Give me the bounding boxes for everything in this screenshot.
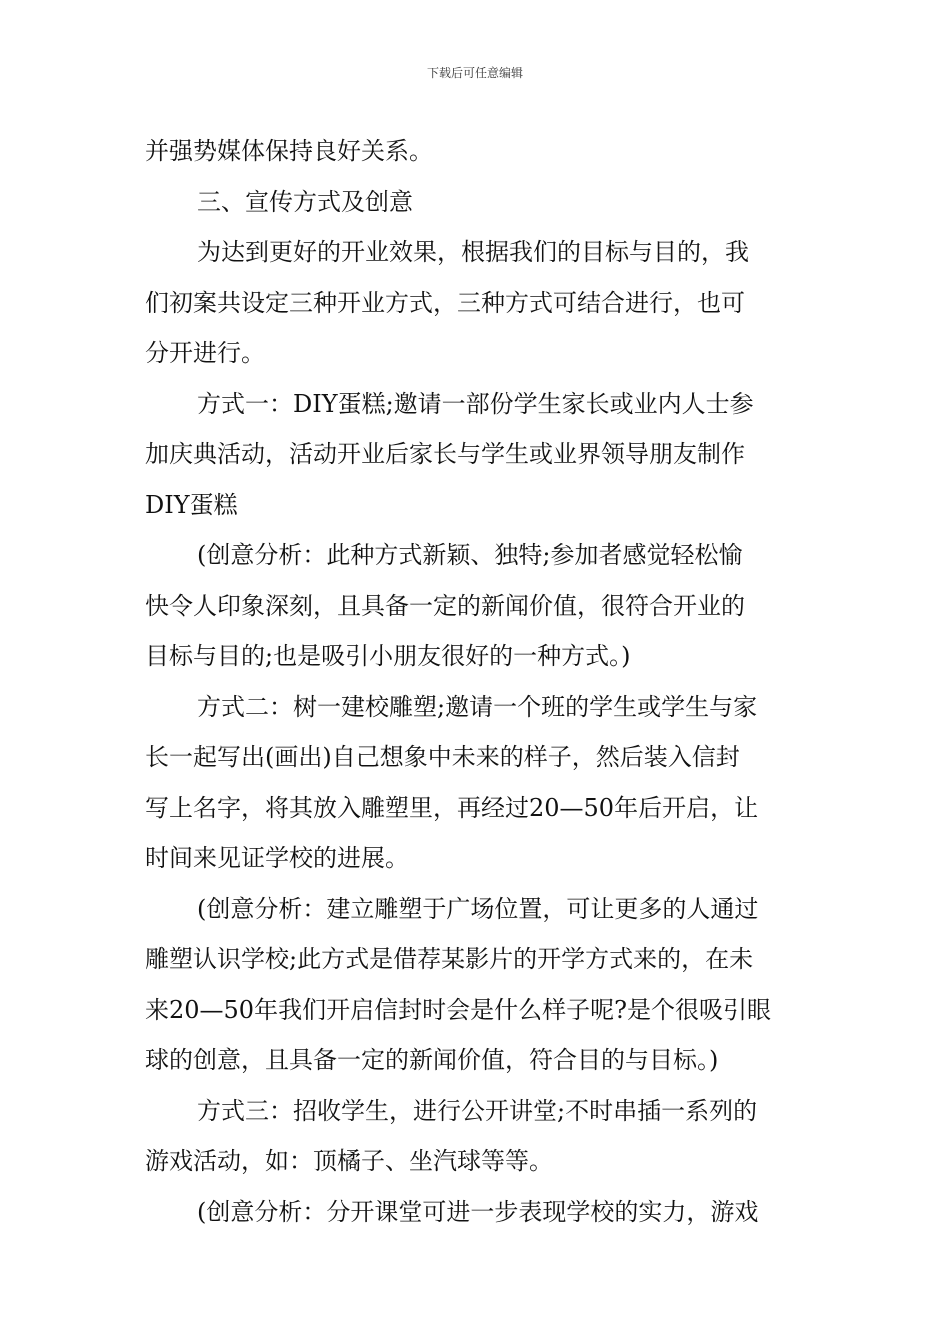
paragraph-method-three: [145, 1086, 810, 1187]
text-line: DIY蛋糕: [145, 490, 238, 519]
text-line: (创意分析：分开课堂可进一步表现学校的实力，游戏: [197, 1197, 759, 1226]
text-line: 并强势媒体保持良好关系。: [145, 137, 433, 165]
text-line: 时间来见证学校的进展。: [145, 844, 409, 872]
text-line: 加庆典活动，活动开业后家长与学生或业界领导朋友制作: [145, 440, 745, 468]
text-line: 写上名字，将其放入雕塑里，再经过20—50年后开启，让: [145, 793, 759, 822]
text-line: 方式一：DIY蛋糕;邀请一部份学生家长或业内人士参: [197, 389, 754, 418]
text-line: 方式三：招收学生，进行公开讲堂;不时串插一系列的: [197, 1096, 758, 1125]
document-body: [145, 126, 810, 1237]
text-line: 快令人印象深刻，且具备一定的新闻价值，很符合开业的: [145, 591, 745, 620]
text-line: (创意分析：建立雕塑于广场位置，可让更多的人通过: [197, 894, 759, 923]
paragraph-method-one: [145, 379, 810, 531]
text-line: (创意分析：此种方式新颖、独特;参加者感觉轻松愉: [197, 541, 743, 569]
text-line: 目标与目的;也是吸引小朋友很好的一种方式。): [145, 642, 631, 670]
text-line: 为达到更好的开业效果，根据我们的目标与目的，我: [197, 238, 749, 266]
paragraph-media-relations: [145, 126, 810, 177]
text-line: 游戏活动，如：顶橘子、坐汽球等等。: [145, 1147, 553, 1175]
paragraph-analysis-three: [145, 1187, 810, 1238]
paragraph-method-two: [145, 682, 810, 884]
text-line: 三、宣传方式及创意: [197, 187, 413, 216]
paragraph-analysis-two: [145, 884, 810, 1086]
text-line: 分开进行。: [145, 339, 265, 367]
section-heading: [145, 177, 810, 228]
text-line: 雕塑认识学校;此方式是借荐某影片的开学方式来的，在未: [145, 945, 754, 973]
text-line: 来20—50年我们开启信封时会是什么样子呢?是个很吸引眼: [145, 995, 771, 1024]
text-line: 方式二：树一建校雕塑;邀请一个班的学生或学生与家: [197, 692, 758, 721]
paragraph-intro: [145, 227, 810, 379]
text-line: 球的创意，且具备一定的新闻价值，符合目的与目标。): [145, 1046, 719, 1074]
paragraph-analysis-one: [145, 530, 810, 682]
page-header: 下载后可任意编辑: [426, 66, 523, 80]
text-line: 们初案共设定三种开业方式，三种方式可结合进行，也可: [145, 288, 745, 317]
text-line: 长一起写出(画出)自己想象中未来的样子，然后装入信封: [145, 743, 740, 771]
